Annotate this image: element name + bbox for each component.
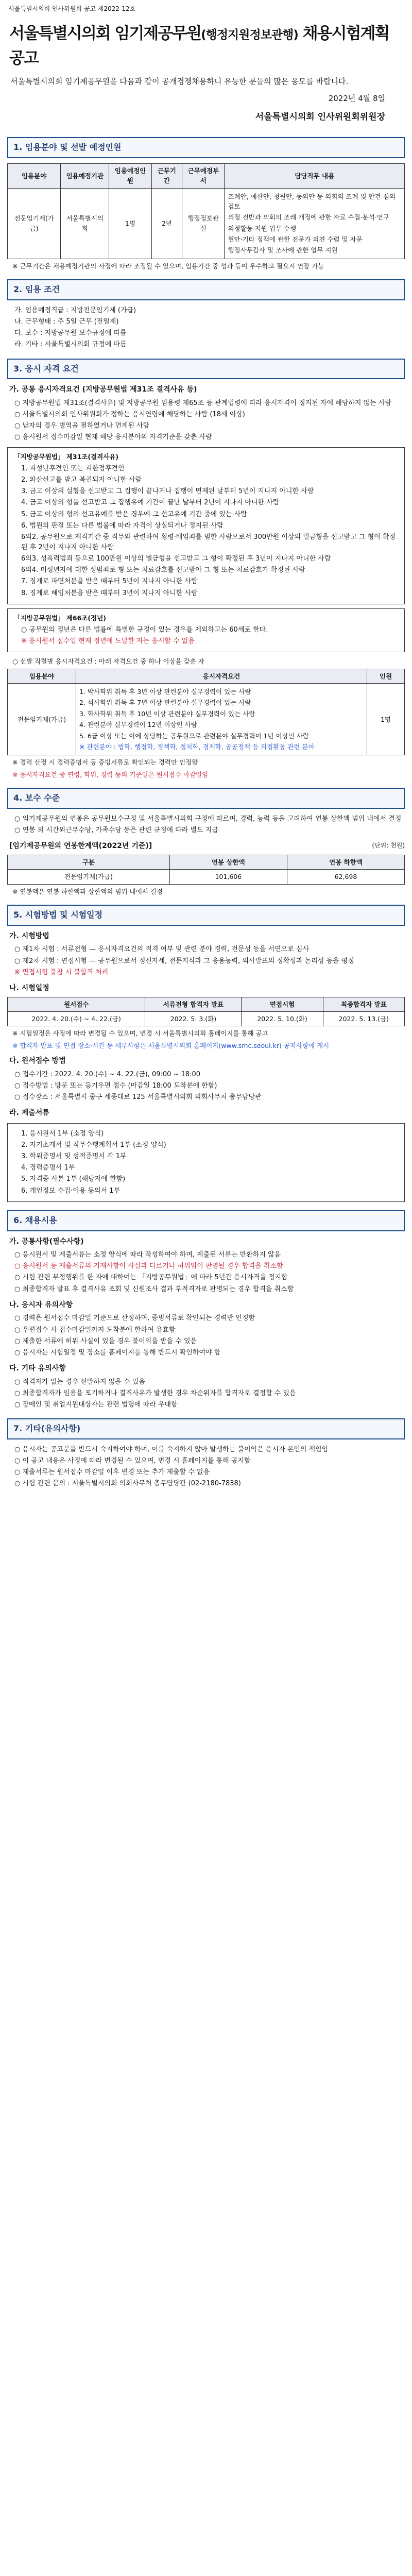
applicant-note: ○ 우편접수 시 접수마감일까지 도착분에 한하여 유효함 <box>14 1326 176 1334</box>
req-item: 5. 6급 이상 또는 이에 상당하는 공무원으로 관련분야 실무경력이 1년 이상인 사람 <box>79 732 309 740</box>
exam-requirement-note: ○ 선발 직렬별 응시자격요건 : 아래 자격요건 중 하나 이상을 갖춘 자 <box>12 657 204 666</box>
salary-line: ○ 임기제공무원의 연봉은 공무원보수규정 및 서울특별시의회 규정에 따르며, 경력, 능력 등을 고려하여 연봉 상한액 범위 내에서 결정 <box>14 815 402 823</box>
retirement-item: ○ 공무원의 정년은 다른 법률에 특별한 규정이 있는 경우를 제외하고는 60세로 한다. <box>21 626 268 634</box>
req-field: 전문임기제(가급) <box>8 684 76 755</box>
salary-table-title <box>9 841 405 852</box>
duty-item: 의정활동 지원 업무 수행 <box>228 224 297 232</box>
common-requirements-title: 가. 공통 응시자격요건 (지방공무원법 제31조 결격사유 등) <box>9 385 197 394</box>
notice-number: 서울특별시의회 인사위원회 공고 제2022-12호 <box>8 5 136 12</box>
condition-item: 라. 기타 : 서울특별시의회 규정에 따름 <box>14 341 127 349</box>
disqualification-item: 6의2. 공무원으로 재직기간 중 직무와 관련하여 횡령·배임죄를 범한 사람으로서 300만원 이상의 벌금형을 선고받고 그 형이 확정된 후 2년이 지나지 아니한 사람 <box>21 533 396 551</box>
col-duties: 담당직무 내용 <box>225 163 405 188</box>
disqualification-item: 6의4. 미성년자에 대한 성범죄로 형 또는 치료감호를 선고받아 그 형 또는 치료감호가 확정된 사람 <box>21 566 305 574</box>
common-notes-title: 가. 공통사항(필수사항) <box>9 1237 84 1246</box>
document-item: 2. 자기소개서 및 직무수행계획서 1부 (소정 양식) <box>21 1141 166 1149</box>
section-5-title: 5. 시험방법 및 시험일정 <box>7 905 405 926</box>
common-requirement: ○ 지방공무원법 제31조(결격사유) 및 지방공무원 임용령 제65조 등 관계법령에 따라 응시자격이 정지된 자에 해당하지 않는 사람 <box>14 399 391 408</box>
applicant-note: ○ 제출한 서류에 허위 사실이 있을 경우 불이익을 받을 수 있음 <box>14 1337 197 1345</box>
req-item: ※ 관련분야 : 법학, 행정학, 정책학, 정치학, 경제학, 공공정책 등 의정활동 관련 분야 <box>79 742 315 751</box>
section-1-title: 1. 임용분야 및 선발 예정인원 <box>7 137 405 158</box>
condition-item: 다. 보수 : 지방공무원 보수규정에 따름 <box>14 329 127 337</box>
req-item: 1. 박사학위 취득 후 3년 이상 관련분야 실무경력이 있는 사람 <box>79 688 251 696</box>
cell-period: 2년 <box>151 188 182 259</box>
salary-min: 62,698 <box>287 870 404 884</box>
col-salary-min: 연봉 하한액 <box>287 855 404 869</box>
notice-issuer: 서울특별시의회 인사위원회위원장 <box>255 111 385 122</box>
col-apply: 원서접수 <box>8 997 145 1011</box>
common-requirement: ○ 남자의 경우 병역을 필하였거나 면제된 사람 <box>14 422 150 430</box>
apply-line: ○ 접수방법 : 방문 또는 등기우편 접수 (마감일 18:00 도착분에 한함) <box>14 1081 217 1090</box>
disqualification-box <box>7 447 405 604</box>
col-salary-max: 연봉 상한액 <box>169 855 287 869</box>
col-req-count: 인원 <box>367 669 405 683</box>
other-notes-title: 다. 기타 유의사항 <box>9 1364 66 1372</box>
common-requirement: ○ 서울특별시의회 인사위원회가 정하는 응시연령에 해당하는 사람 (18세 이상) <box>14 411 245 419</box>
disqualification-item: 7. 징계로 파면처분을 받은 때부터 5년이 지나지 아니한 사람 <box>21 578 198 586</box>
requirements-table <box>7 669 405 756</box>
req-item: 3. 학사학위 취득 후 10년 이상 관련분야 실무경력이 있는 사람 <box>79 709 255 718</box>
req-details <box>76 684 367 755</box>
duty-item: 현안·기타 정책에 관한 전문가 의견 수렴 및 자문 <box>228 235 363 244</box>
method-line: ※ 면접시험 불참 시 불합격 처리 <box>14 968 109 976</box>
document-item: 4. 경력증명서 1부 <box>21 1164 75 1172</box>
salary-table <box>7 855 405 885</box>
misc-note: ○ 이 공고 내용은 사정에 따라 변경될 수 있으며, 변경 시 홈페이지를 통해 공지함 <box>14 1457 251 1465</box>
applicant-note: ○ 경력은 원서접수 마감일 기준으로 산정하며, 증빙서류로 확인되는 경력만 인정함 <box>14 1314 255 1323</box>
apply-line: ○ 접수장소 : 서울특별시 중구 세종대로 125 서울특별시의회 의회사무처 총무담당관 <box>14 1093 262 1101</box>
salary-type: 전문임기제(가급) <box>8 870 170 884</box>
schedule-interview: 2022. 5. 10.(화) <box>242 1011 323 1026</box>
misc-note: ○ 응시자는 공고문을 반드시 숙지하여야 하며, 이를 숙지하지 않아 발생하는 불이익은 응시자 본인의 책임임 <box>14 1445 329 1453</box>
other-note: ○ 적격자가 없는 경우 선발하지 않을 수 있음 <box>14 1378 145 1386</box>
disqualification-item: 2. 파산선고를 받고 복권되지 아니한 사람 <box>21 476 142 484</box>
position-table <box>7 163 405 259</box>
req-item: 4. 관련분야 실무경력이 12년 이상인 사람 <box>79 721 197 729</box>
duty-item: 행정사무감사 및 조사에 관한 업무 지원 <box>228 246 338 255</box>
retirement-box <box>7 608 405 653</box>
disqualification-item: 6의3. 성폭력범죄 등으로 100만원 이상의 벌금형을 선고받고 그 형이 확정된 후 3년이 지나지 아니한 사람 <box>21 555 331 563</box>
common-note: ○ 응시원서 등 제출서류의 기재사항이 사실과 다르거나 허위임이 판명될 경우 합격을 취소함 <box>14 1262 283 1270</box>
document-item: 5. 자격증 사본 1부 (해당자에 한함) <box>21 1175 126 1183</box>
col-period: 근무기간 <box>151 163 182 188</box>
schedule-table <box>7 997 405 1027</box>
other-note: ○ 장애인 및 취업지원대상자는 관련 법령에 따라 우대함 <box>14 1400 178 1409</box>
cell-org: 서울특별시의회 <box>61 188 109 259</box>
section-3-title: 3. 응시 자격 요건 <box>7 359 405 380</box>
condition-item: 나. 근무형태 : 주 5일 근무 (전일제) <box>14 318 119 326</box>
retirement-box-title: 「지방공무원법」 제66조(정년) <box>14 614 106 622</box>
schedule-apply: 2022. 4. 20.(수) ~ 4. 22.(금) <box>8 1011 145 1026</box>
notice-title <box>9 21 405 71</box>
schedule-title: 나. 시험일정 <box>9 984 49 992</box>
documents-box <box>7 1123 405 1202</box>
cell-field: 전문임기제(가급) <box>8 188 61 259</box>
duty-item: 조례안, 예산안, 청원안, 동의안 등 의회의 조례 및 안건 심의 검토 <box>228 192 396 210</box>
cell-dept: 행정정보관실 <box>182 188 225 259</box>
col-dept: 근무예정부서 <box>182 163 225 188</box>
applicant-note: ○ 응시자는 시험일정 및 장소를 홈페이지를 통해 반드시 확인하여야 함 <box>14 1348 221 1357</box>
col-doc-result: 서류전형 합격자 발표 <box>145 997 242 1011</box>
schedule-note: ※ 합격자 발표 및 면접 장소·시간 등 세부사항은 서울특별시의회 홈페이지(www.smc.seoul.kr) 공지사항에 게시 <box>12 1041 330 1049</box>
req-date-note: ※ 응시자격요건 중 연령, 학위, 경력 등의 기준일은 원서접수 마감일임 <box>12 770 209 778</box>
salary-line: ○ 연봉 외 시간외근무수당, 가족수당 등은 관련 규정에 따라 별도 지급 <box>14 826 218 835</box>
col-final: 최종합격자 발표 <box>323 997 404 1011</box>
req-count: 1명 <box>367 684 405 755</box>
col-salary-type: 구분 <box>8 855 170 869</box>
apply-line: ○ 접수기간 : 2022. 4. 20.(수) ~ 4. 22.(금), 09:00 ~ 18:00 <box>14 1070 201 1078</box>
apply-title: 다. 원서접수 방법 <box>9 1057 66 1065</box>
cell-duties <box>225 188 405 259</box>
method-line: ○ 제2차 시험 : 면접시험 — 공무원으로서 정신자세, 전문지식과 그 응용능력, 의사발표의 정확성과 논리성 등을 평정 <box>14 957 354 965</box>
method-line: ○ 제1차 시험 : 서류전형 — 응시자격요건의 적격 여부 및 관련 분야 경력, 전문성 등을 서면으로 심사 <box>14 945 309 954</box>
schedule-doc-result: 2022. 5. 3.(화) <box>145 1011 242 1026</box>
col-org: 임용예정기관 <box>61 163 109 188</box>
title-main: 서울특별시의회 임기제공무원 <box>9 24 201 43</box>
section-6-title: 6. 채용시용 <box>7 1210 405 1231</box>
section-7-title: 7. 기타(유의사항) <box>7 1418 405 1439</box>
title-end: 채용시험계획 공고 <box>9 24 389 67</box>
misc-note: ○ 시험 관련 문의 : 서울특별시의회 의회사무처 총무담당관 (02-2180-7838) <box>14 1480 241 1488</box>
misc-note: ○ 제출서류는 원서접수 마감일 이후 변경 또는 추가 제출할 수 없음 <box>14 1468 210 1477</box>
common-requirement: ○ 응시원서 접수마감일 현재 해당 응시분야의 자격기준을 갖춘 사람 <box>14 433 212 442</box>
title-small: (행정지원정보관행) <box>201 28 298 42</box>
col-field: 임용분야 <box>8 163 61 188</box>
col-count: 임용예정인원 <box>109 163 151 188</box>
applicant-notes-title: 나. 응시자 유의사항 <box>9 1300 73 1309</box>
notice-intro: 서울특별시의회 임기제공무원을 다음과 같이 공개경쟁채용하니 유능한 분들의 많은 응모를 바랍니다. <box>10 76 349 86</box>
disqualification-item: 1. 피성년후견인 또는 피한정후견인 <box>21 464 125 472</box>
section-2-title: 2. 임용 조건 <box>7 279 405 300</box>
schedule-note: ※ 시험일정은 사정에 따라 변경될 수 있으며, 변경 시 서울특별시의회 홈페이지를 통해 공고 <box>12 1029 268 1038</box>
other-note: ○ 최종합격자가 임용을 포기하거나 결격사유가 발생한 경우 차순위자를 합격자로 결정할 수 있음 <box>14 1389 296 1397</box>
col-req-detail: 응시자격요건 <box>76 669 367 683</box>
disqualification-item: 8. 징계로 해임처분을 받은 때부터 3년이 지나지 아니한 사람 <box>21 589 198 597</box>
condition-item: 가. 임용예정직급 : 지방전문임기제 (가급) <box>14 307 136 314</box>
common-note: ○ 최종합격자 발표 후 결격사유 조회 및 신원조사 결과 부적격자로 판명되는 경우 합격을 취소함 <box>14 1285 294 1293</box>
salary-unit: (단위: 천원) <box>372 842 405 850</box>
col-interview: 면접시험 <box>242 997 323 1011</box>
section-4-title: 4. 보수 수준 <box>7 788 405 809</box>
disqualification-box-title: 「지방공무원법」 제31조(결격사유) <box>14 452 119 461</box>
common-note: ○ 시험 관련 부정행위를 한 자에 대하여는 「지방공무원법」에 따라 5년간 응시자격을 정지함 <box>14 1274 288 1282</box>
disqualification-item: 3. 금고 이상의 실형을 선고받고 그 집행이 끝나거나 집행이 면제된 날부터 5년이 지나지 아니한 사람 <box>21 487 314 496</box>
schedule-final: 2022. 5. 13.(금) <box>323 1011 404 1026</box>
retirement-item: ※ 응시원서 접수일 현재 정년에 도달한 자는 응시할 수 없음 <box>21 637 195 646</box>
documents-title: 라. 제출서류 <box>9 1109 49 1117</box>
section-1-note: ※ 근무기간은 채용예정기관의 사정에 따라 조정될 수 있으며, 임용기간 중 성과 등이 우수하고 필요시 연장 가능 <box>12 262 324 270</box>
req-table-note: ※ 경력 산정 시 경력증명서 등 증빙서류로 확인되는 경력만 인정함 <box>12 758 198 767</box>
cell-count: 1명 <box>109 188 151 259</box>
req-item: 2. 석사학위 취득 후 7년 이상 관련분야 실무경력이 있는 사람 <box>79 699 251 707</box>
notice-date: 2022년 4월 8일 <box>328 94 385 104</box>
method-title: 가. 시험방법 <box>9 931 49 940</box>
document-item: 1. 응시원서 1부 (소정 양식) <box>21 1129 104 1138</box>
document-item: 3. 학위증명서 및 성적증명서 각 1부 <box>21 1153 127 1161</box>
col-req-field: 임용분야 <box>8 669 76 683</box>
salary-note: ※ 연봉액은 연봉 하한액과 상한액의 범위 내에서 결정 <box>12 887 163 895</box>
disqualification-item: 4. 금고 이상의 형을 선고받고 그 집행유예 기간이 끝난 날부터 2년이 지나지 아니한 사람 <box>21 499 280 507</box>
salary-max: 101,606 <box>169 870 287 884</box>
document-item: 6. 개인정보 수집·이용 동의서 1부 <box>21 1187 121 1195</box>
disqualification-item: 5. 금고 이상의 형의 선고유예를 받은 경우에 그 선고유예 기간 중에 있는 사람 <box>21 510 247 518</box>
salary-table-caption: [임기제공무원의 연봉한계액(2022년 기준)] <box>9 842 152 851</box>
duty-item: 의정 전반과 의회의 조례 개정에 관한 자료 수집·분석·연구 <box>228 213 389 222</box>
common-note: ○ 응시원서 및 제출서류는 소정 양식에 따라 작성하여야 하며, 제출된 서류는 반환하지 않음 <box>14 1251 281 1259</box>
disqualification-item: 6. 법원의 판결 또는 다른 법률에 따라 자격이 상실되거나 정지된 사람 <box>21 521 224 530</box>
